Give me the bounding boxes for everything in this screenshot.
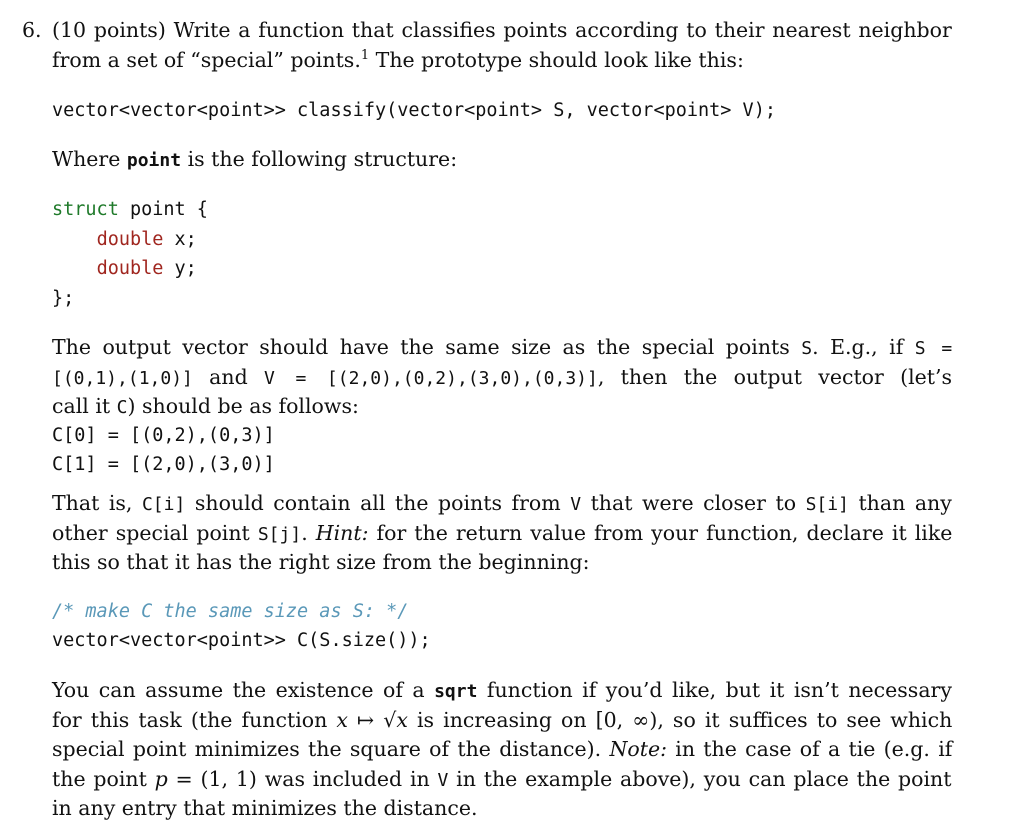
sqrt-l1-text-a: You can assume the existence of a xyxy=(52,678,435,702)
example-l1-code-s: S xyxy=(801,338,813,359)
sqrt-l3-text-a: special point minimizes the square of the distance). xyxy=(52,737,610,761)
note-label: Note: xyxy=(609,737,668,761)
struct-line-3 xyxy=(52,258,197,279)
sqrt-line-3 xyxy=(52,735,952,765)
struct-line-1 xyxy=(52,199,208,220)
thatis-paragraph xyxy=(52,489,952,578)
struct-name: point { xyxy=(118,199,208,220)
example-l3-text-a: call it xyxy=(52,394,117,418)
struct-intro-line xyxy=(52,145,952,175)
sqrt-line-2 xyxy=(52,706,952,736)
point-p-math: p xyxy=(154,766,168,791)
struct-intro-text-b: is the following structure: xyxy=(181,147,458,171)
thatis-l2-text-c: for the return value from your function, declare it like xyxy=(368,520,953,545)
struct-close: }; xyxy=(52,287,75,309)
field2-name: y; xyxy=(163,258,197,279)
example-line-1 xyxy=(52,333,952,363)
example-l1-text-b: . E.g., if xyxy=(812,335,915,359)
thatis-l1-text-b: should contain all the points from xyxy=(185,491,571,515)
output-c1: C[1] = [(2,0),(3,0)] xyxy=(52,454,275,475)
example-l2-text-b: , then the output vector (let’s xyxy=(597,364,953,389)
sqrt-code: sqrt xyxy=(434,681,478,702)
intro-line-1: (10 points) Write a function that classifies points according to their nearest neighbor xyxy=(52,18,952,42)
sqrt-paragraph xyxy=(52,676,952,824)
example-l1-code-s-eq: S = xyxy=(914,338,953,359)
struct-keyword: struct xyxy=(52,199,119,220)
sqrt-l4-text-a: the point xyxy=(52,766,155,791)
example-paragraph xyxy=(52,333,952,422)
struct-line-2 xyxy=(52,229,197,250)
sqrt-l4-text-b: = (1, 1) was included in xyxy=(167,766,438,791)
intro-paragraph xyxy=(52,16,952,75)
thatis-line-1 xyxy=(52,489,952,519)
field1-name: x; xyxy=(163,228,197,250)
thatis-l1-text-a: That is, xyxy=(52,491,142,515)
sqrt-l1-text-b: function if you’d like, but it isn’t necessary xyxy=(477,678,952,702)
example-l2-code-v: V = [(2,0),(0,2),(3,0),(0,3)] xyxy=(264,367,598,389)
sqrt-l3-text-b: in the case of a tie (e.g. if xyxy=(667,737,953,761)
example-l2-code-s-val: [(0,1),(1,0)] xyxy=(52,367,193,389)
intro-text-a: from a set of “special” points. xyxy=(52,47,361,72)
thatis-code-si: S[i] xyxy=(805,494,849,515)
struct-intro-text-a: Where xyxy=(52,147,127,171)
prototype-code: vector<vector<point>> classify(vector<point> S, vector<point> V); xyxy=(52,100,776,121)
field2-type: double xyxy=(96,258,164,279)
hint-label: Hint: xyxy=(315,520,369,545)
struct-intro xyxy=(52,145,952,175)
thatis-code-v: V xyxy=(570,494,582,515)
thatis-code-sj: S[j] xyxy=(257,523,302,545)
intro-line-2 xyxy=(52,46,952,76)
sqrt-l2-text-b: is increasing on [0, ∞), so it suffices to see which xyxy=(407,707,953,732)
example-l3-text-b: ) should be as follows: xyxy=(127,394,359,418)
thatis-l2-text-a: other special point xyxy=(52,520,258,545)
sqrt-math: x ↦ √x xyxy=(336,707,408,732)
thatis-l2-text-b: . xyxy=(301,520,316,545)
question-number: 6. xyxy=(22,18,42,42)
thatis-l1-text-c: that were closer to xyxy=(581,491,806,515)
sqrt-line-4 xyxy=(52,765,952,795)
sqrt-l4-text-c: in the example above), you can place the point xyxy=(448,766,952,791)
example-l3-code-c: C xyxy=(116,397,128,418)
field1-type: double xyxy=(96,228,164,250)
intro-text-b: The prototype should look like this: xyxy=(369,47,744,72)
thatis-line-3: this so that it has the right size from the beginning: xyxy=(52,550,590,574)
output-c0: C[0] = [(0,2),(0,3)] xyxy=(52,425,275,446)
struct-code-block xyxy=(52,195,208,313)
example-line-3 xyxy=(52,392,952,422)
decl-code: vector<vector<point>> C(S.size()); xyxy=(52,630,431,651)
decl-comment: /* make C the same size as S: */ xyxy=(52,601,409,622)
thatis-l1-text-d: than any xyxy=(848,491,952,515)
example-line-2 xyxy=(52,363,952,393)
example-l1-text-a: The output vector should have the same size as the special points xyxy=(52,335,802,359)
footnote-mark: 1 xyxy=(360,47,370,63)
sqrt-line-1 xyxy=(52,676,952,706)
sqrt-line-5: in any entry that minimizes the distance. xyxy=(52,796,478,820)
example-l2-text-a: and xyxy=(192,364,265,389)
point-code: point xyxy=(126,150,182,171)
sqrt-l2-text-a: for this task (the function xyxy=(52,707,337,732)
sqrt-code-v: V xyxy=(437,769,449,791)
thatis-code-ci: C[i] xyxy=(141,494,186,515)
thatis-line-2 xyxy=(52,519,952,549)
